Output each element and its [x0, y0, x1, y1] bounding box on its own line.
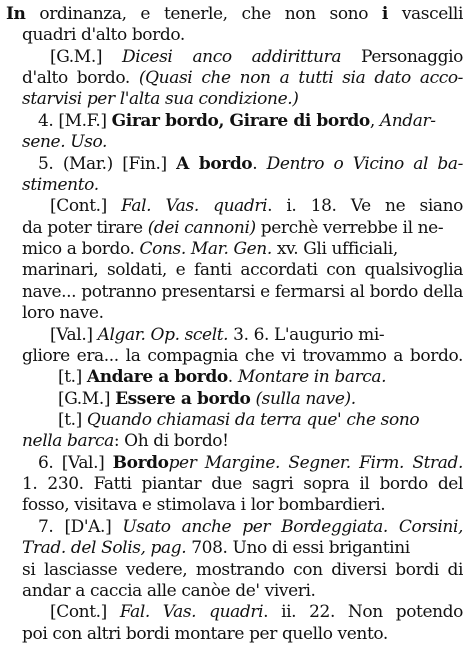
text-run: Bordo — [112, 453, 169, 473]
text-run: [Val.] — [50, 325, 98, 345]
text-run: Fal. Vas. quadri — [119, 602, 264, 622]
text-run: . ii. 22. Non potendo — [263, 602, 463, 622]
text-line — [22, 429, 463, 453]
text-run: stimento. — [22, 175, 99, 195]
text-run: : Oh di bordo! — [113, 431, 229, 451]
text-run: Cons. Mar. Gen. — [139, 239, 272, 259]
text-run: loro nave. — [22, 303, 104, 323]
text-run: vascelli — [387, 4, 463, 24]
text-run: (dei cannoni) — [147, 218, 256, 238]
text-line — [22, 130, 463, 154]
text-run: [t.] — [58, 367, 87, 387]
text-run: Montare in barca. — [237, 367, 387, 387]
text-run: A bordo — [176, 154, 253, 174]
text-run: Usato anche per Bordeggiata. Corsini, — [122, 517, 463, 537]
text-run: nave... potranno presentarsi e fermarsi al bordo della — [22, 282, 463, 302]
text-run: . — [227, 367, 238, 387]
text-run: (Quasi che non a tutti sia dato acco- — [138, 68, 463, 88]
text-line — [50, 194, 463, 218]
text-line — [22, 258, 463, 282]
text-run: 5. (Mar.) [Fin.] — [38, 154, 177, 174]
text-run: Dicesi anco addirittura — [122, 47, 342, 67]
text-run: 7. [D'A.] — [38, 517, 123, 537]
text-run: Trad. del Solis, pag. — [22, 538, 187, 558]
text-run: . — [252, 154, 267, 174]
text-run: In — [6, 4, 26, 24]
text-run: Personaggio — [341, 47, 463, 67]
text-line — [22, 493, 463, 517]
text-run: marinari, soldati, e fanti accordati con qualsivoglia — [22, 260, 463, 280]
text-run: poi con altri bordi montare per quello vento. — [22, 624, 388, 644]
text-run: 4. [M.F.] — [38, 111, 112, 131]
text-run: sene. Uso. — [22, 132, 107, 152]
text-run: da poter tirare — [22, 218, 148, 238]
text-line — [58, 365, 463, 389]
text-line — [22, 87, 463, 111]
text-run: 1. 230. Fatti piantar due sagri sopra il bordo del — [22, 474, 463, 494]
text-run: [Cont.] — [50, 196, 122, 216]
text-run: Fal. Vas. quadri — [121, 196, 268, 216]
text-run: nella barca — [22, 431, 114, 451]
text-run: Dentro o Vicino al ba- — [266, 154, 463, 174]
text-run: si lasciasse vedere, mostrando con diversi bordi di — [22, 560, 463, 580]
text-line — [22, 301, 463, 325]
text-line — [22, 622, 463, 646]
text-run: 3. 6. L'augurio mi- — [228, 325, 385, 345]
text-line — [22, 536, 463, 560]
text-run: [Cont.] — [50, 602, 120, 622]
text-run: Essere a bordo — [115, 389, 251, 409]
text-run: 6. [Val.] — [38, 453, 113, 473]
text-run: Andare a bordo — [86, 367, 228, 387]
text-run: i — [381, 4, 388, 24]
text-run: [G.M.] — [50, 47, 123, 67]
text-run: [G.M.] — [58, 389, 116, 409]
text-run: Andar- — [379, 111, 436, 131]
text-run: starvisi per l'alta sua condizione.) — [22, 89, 299, 109]
text-run: Girar bordo, Girare di bordo — [111, 111, 370, 131]
text-run: Quando chiamasi da terra que' che sono — [86, 410, 420, 430]
text-run: , — [369, 111, 380, 131]
text-run: gliore era... la compagnia che vi trovammo a bordo. — [22, 346, 463, 366]
text-line — [22, 23, 463, 47]
text-run: d'alto bordo. — [22, 68, 139, 88]
text-run: . i. 18. Ve ne siano — [267, 196, 463, 216]
text-run: per Margine. Segner. Firm. Strad. — [168, 453, 463, 473]
text-run: mico a bordo. — [22, 239, 140, 259]
text-run: andar a caccia alle canòe de' viveri. — [22, 581, 316, 601]
text-run: ordinanza, e tenerle, che non sono — [25, 4, 382, 24]
text-run: 708. Uno di essi brigantini — [186, 538, 410, 558]
text-run: perchè verrebbe il ne- — [255, 218, 444, 238]
text-run: xv. Gli ufficiali, — [271, 239, 398, 259]
text-run: fosso, visitava e stimolava i lor bombardieri. — [22, 495, 386, 515]
text-run: Algar. Op. scelt. — [97, 325, 229, 345]
text-run: (sulla nave). — [255, 389, 356, 409]
text-run: quadri d'alto bordo. — [22, 25, 185, 45]
text-line — [50, 600, 463, 624]
text-run: [t.] — [58, 410, 87, 430]
